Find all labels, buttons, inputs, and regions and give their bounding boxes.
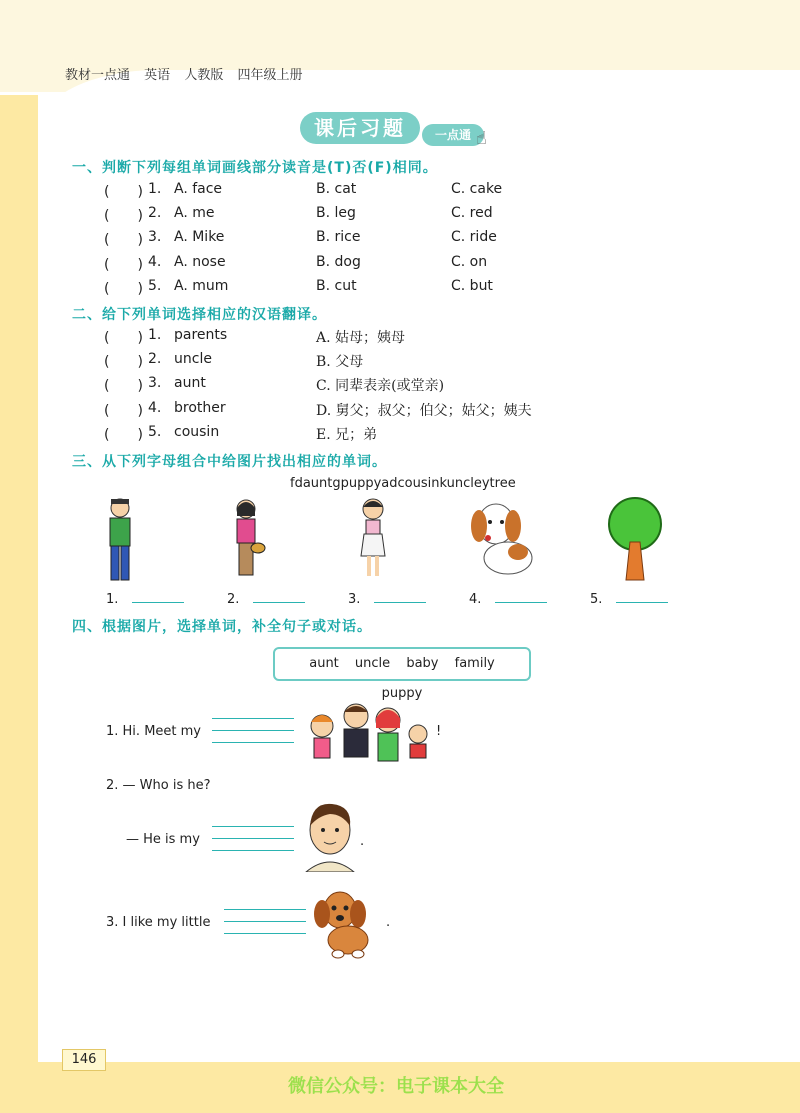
puppy-picture xyxy=(466,496,540,584)
writing-line[interactable] xyxy=(224,933,306,934)
answer-blank[interactable]: ( ) xyxy=(104,427,143,443)
answer-blank[interactable]: ( ) xyxy=(104,354,143,370)
item-number: 2. xyxy=(148,205,162,221)
item-number: 2. xyxy=(148,351,162,367)
item-number: 4. xyxy=(148,400,162,416)
english-word: parents xyxy=(174,327,228,343)
word-option: family xyxy=(454,656,495,671)
exercise-title: 课后习题 xyxy=(300,112,420,144)
page-header xyxy=(65,64,312,83)
answer-blank[interactable]: ( ) xyxy=(104,184,143,200)
item-number: 1. xyxy=(148,327,162,343)
answer-blank[interactable]: ( ) xyxy=(104,281,143,297)
section4-heading: 四、根据图片，选择单词，补全句子或对话。 xyxy=(72,619,372,635)
grade-name: 四年级上册 xyxy=(237,68,303,83)
answer-line[interactable] xyxy=(374,590,426,603)
answer-line[interactable] xyxy=(253,590,305,603)
answer-slot-5 xyxy=(590,590,668,607)
family-picture xyxy=(300,700,434,770)
letter-string: fdauntgpuppyadcousinkuncleytree xyxy=(290,476,516,491)
chinese-meaning: A. 姑母；姨母 xyxy=(316,330,406,346)
option-c: C. but xyxy=(451,278,493,294)
item-number: 4. xyxy=(148,254,162,270)
chinese-meaning: E. 兄；弟 xyxy=(316,427,378,443)
option-a: A. face xyxy=(174,181,223,197)
edition-name: 人教版 xyxy=(184,68,224,83)
answer-blank[interactable]: ( ) xyxy=(104,208,143,224)
answer-slot-3 xyxy=(348,590,426,607)
tree-picture xyxy=(600,496,670,584)
writing-line[interactable] xyxy=(212,826,294,827)
writing-line[interactable] xyxy=(212,742,294,743)
s2-row xyxy=(104,375,724,397)
answer-line[interactable] xyxy=(616,590,668,603)
left-margin-band xyxy=(0,95,38,1113)
cousin-picture xyxy=(355,496,391,584)
pointing-hand-icon: ☝ xyxy=(476,128,487,149)
section3-heading: 三、从下列字母组合中给图片找出相应的单词。 xyxy=(72,454,387,470)
s2-row xyxy=(104,351,724,373)
english-word: aunt xyxy=(174,375,206,391)
option-c: C. cake xyxy=(451,181,503,197)
chinese-meaning: D. 舅父；叔父；伯父；姑父；姨夫 xyxy=(316,403,532,419)
question-3-text: 3. I like my little xyxy=(106,915,211,930)
chinese-meaning: B. 父母 xyxy=(316,354,364,370)
option-b: B. leg xyxy=(316,205,356,221)
answer-number: 4. xyxy=(469,592,482,607)
item-number: 1. xyxy=(148,181,162,197)
writing-line[interactable] xyxy=(212,730,294,731)
option-b: B. rice xyxy=(316,229,361,245)
s1-row xyxy=(104,181,724,203)
option-c: C. on xyxy=(451,254,488,270)
option-a: A. me xyxy=(174,205,215,221)
uncle-picture xyxy=(100,496,140,584)
puppy-cartoon-picture xyxy=(308,884,384,960)
word-option: aunt xyxy=(309,656,339,671)
section2-heading: 二、给下列单词选择相应的汉语翻译。 xyxy=(72,307,327,323)
question-2-text: 2. — Who is he? xyxy=(106,778,211,793)
question-2-end: . xyxy=(360,834,365,849)
option-b: B. cut xyxy=(316,278,357,294)
english-word: uncle xyxy=(174,351,212,367)
title-tag: 一点通 xyxy=(422,124,484,146)
option-a: A. nose xyxy=(174,254,226,270)
option-c: C. ride xyxy=(451,229,497,245)
answer-slot-1 xyxy=(106,590,184,607)
writing-line[interactable] xyxy=(224,921,306,922)
book-name: 教材一点通 xyxy=(65,68,131,83)
writing-line[interactable] xyxy=(212,718,294,719)
answer-blank[interactable]: ( ) xyxy=(104,403,143,419)
section1-heading: 一、判断下列每组单词画线部分读音是(T)否(F)相同。 xyxy=(72,160,438,176)
s1-row xyxy=(104,254,724,276)
item-number: 5. xyxy=(148,278,162,294)
option-b: B. dog xyxy=(316,254,361,270)
word-bank xyxy=(273,647,531,701)
aunt-picture xyxy=(228,496,268,584)
question-2-reply: — He is my xyxy=(126,832,200,847)
answer-blank[interactable]: ( ) xyxy=(104,232,143,248)
subject-name: 英语 xyxy=(144,68,171,83)
question-1-text: 1. Hi. Meet my xyxy=(106,724,201,739)
option-b: B. cat xyxy=(316,181,357,197)
question-3-end: . xyxy=(386,915,391,930)
item-number: 3. xyxy=(148,375,162,391)
answer-blank[interactable]: ( ) xyxy=(104,378,143,394)
option-a: A. Mike xyxy=(174,229,225,245)
answer-number: 3. xyxy=(348,592,361,607)
writing-line[interactable] xyxy=(224,909,306,910)
answer-slot-4 xyxy=(469,590,547,607)
chinese-meaning: C. 同辈表亲(或堂亲) xyxy=(316,378,445,394)
question-1-end: ! xyxy=(436,724,442,739)
writing-line[interactable] xyxy=(212,850,294,851)
word-option: puppy xyxy=(381,686,423,701)
answer-number: 5. xyxy=(590,592,603,607)
s1-row xyxy=(104,229,724,251)
answer-line[interactable] xyxy=(132,590,184,603)
answer-number: 2. xyxy=(227,592,240,607)
answer-blank[interactable]: ( ) xyxy=(104,330,143,346)
answer-line[interactable] xyxy=(495,590,547,603)
answer-number: 1. xyxy=(106,592,119,607)
s2-row xyxy=(104,400,724,422)
s1-row xyxy=(104,205,724,227)
uncle-face-picture xyxy=(302,800,358,872)
s2-row xyxy=(104,424,724,446)
word-option: baby xyxy=(406,656,439,671)
answer-blank[interactable]: ( ) xyxy=(104,257,143,273)
option-a: A. mum xyxy=(174,278,229,294)
s1-row xyxy=(104,278,724,300)
english-word: brother xyxy=(174,400,226,416)
option-c: C. red xyxy=(451,205,493,221)
english-word: cousin xyxy=(174,424,220,440)
word-option: uncle xyxy=(354,656,391,671)
s2-row xyxy=(104,327,724,349)
writing-line[interactable] xyxy=(212,838,294,839)
answer-slot-2 xyxy=(227,590,305,607)
footer-watermark: 微信公众号：电子课本大全 xyxy=(288,1076,504,1097)
page-number: 146 xyxy=(62,1049,106,1071)
item-number: 3. xyxy=(148,229,162,245)
item-number: 5. xyxy=(148,424,162,440)
